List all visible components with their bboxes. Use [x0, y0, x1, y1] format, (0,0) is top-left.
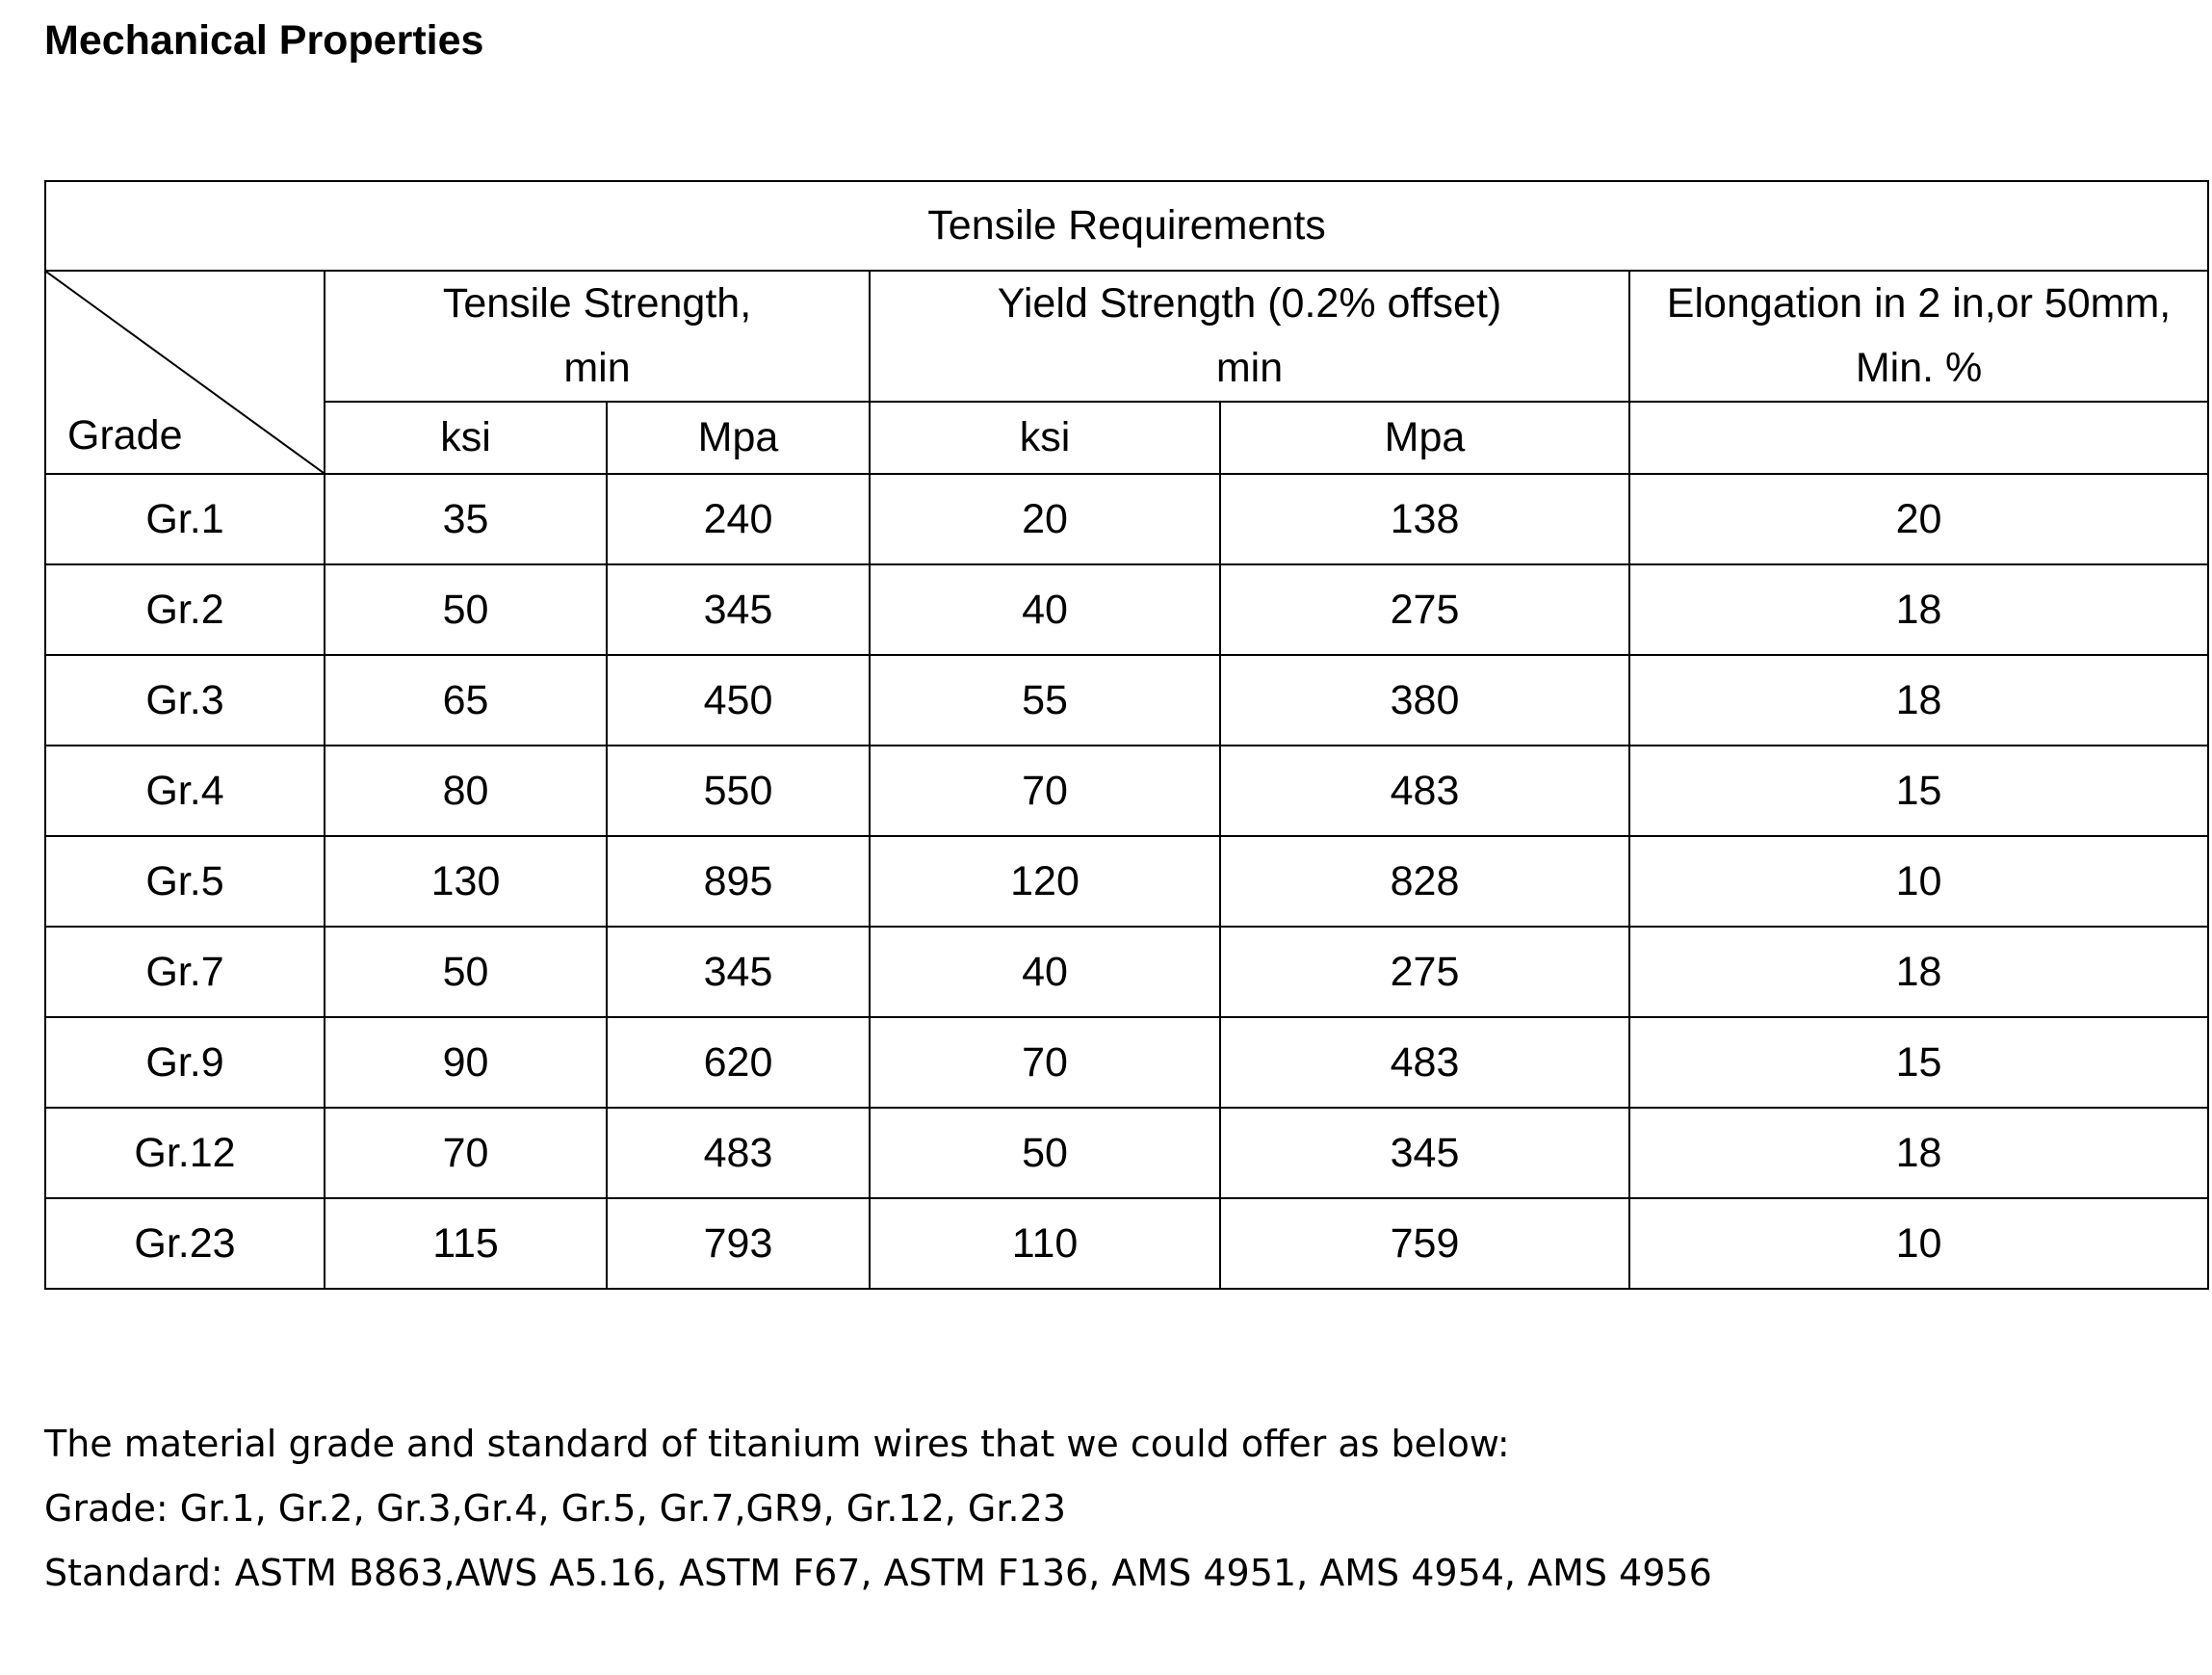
yield-mpa-cell: 345: [1220, 1108, 1629, 1198]
elongation-cell: 18: [1629, 564, 2208, 655]
yield-mpa-header: Mpa: [1220, 402, 1629, 474]
yield-ksi-cell: 40: [870, 927, 1220, 1017]
yield-mpa-cell: 275: [1220, 927, 1629, 1017]
tensile-ksi-cell: 115: [325, 1198, 607, 1289]
table-row: [45, 927, 2208, 1017]
tensile-ksi-cell: 90: [325, 1017, 607, 1108]
elongation-header-line2: Min. %: [1855, 345, 1983, 391]
notes-grades: Grade: Gr.1, Gr.2, Gr.3,Gr.4, Gr.5, Gr.7,GR9, Gr.12, Gr.23: [44, 1487, 1066, 1530]
table-caption: Tensile Requirements: [45, 181, 2208, 271]
yield-ksi-cell: 50: [870, 1108, 1220, 1198]
tensile-strength-header-line1: Tensile Strength,: [442, 280, 752, 327]
tensile-ksi-header: ksi: [325, 402, 607, 474]
tensile-ksi-cell: 70: [325, 1108, 607, 1198]
grade-cell: Gr.9: [45, 1017, 325, 1108]
grade-cell: Gr.4: [45, 746, 325, 836]
grade-cell: Gr.2: [45, 564, 325, 655]
yield-mpa-cell: 275: [1220, 564, 1629, 655]
elongation-cell: 10: [1629, 1198, 2208, 1289]
table-row: [45, 1108, 2208, 1198]
grade-header-label: Grade: [67, 412, 183, 458]
yield-strength-header-line1: Yield Strength (0.2% offset): [997, 280, 1502, 327]
yield-mpa-cell: 828: [1220, 836, 1629, 927]
table-row: [45, 746, 2208, 836]
grade-corner-header: [45, 271, 325, 474]
tensile-strength-header-line2: min: [563, 345, 631, 391]
tensile-ksi-cell: 130: [325, 836, 607, 927]
table-row: [45, 1198, 2208, 1289]
yield-ksi-cell: 55: [870, 655, 1220, 746]
table-caption-row: [45, 181, 2208, 271]
tensile-ksi-cell: 35: [325, 474, 607, 564]
table-row: [45, 836, 2208, 927]
tensile-ksi-cell: 80: [325, 746, 607, 836]
yield-ksi-cell: 120: [870, 836, 1220, 927]
grade-cell: Gr.3: [45, 655, 325, 746]
table-row: [45, 655, 2208, 746]
yield-strength-header-line2: min: [1215, 345, 1284, 391]
yield-ksi-cell: 70: [870, 746, 1220, 836]
tensile-requirements-table: [44, 180, 2209, 1290]
notes-section: [44, 1412, 1712, 1606]
grade-cell: Gr.7: [45, 927, 325, 1017]
elongation-cell: 10: [1629, 836, 2208, 927]
yield-ksi-header: ksi: [870, 402, 1220, 474]
elongation-cell: 20: [1629, 474, 2208, 564]
elongation-cell: 15: [1629, 1017, 2208, 1108]
grade-cell: Gr.5: [45, 836, 325, 927]
tensile-mpa-header: Mpa: [607, 402, 870, 474]
elongation-cell: 18: [1629, 927, 2208, 1017]
tensile-mpa-cell: 620: [607, 1017, 870, 1108]
tensile-ksi-cell: 65: [325, 655, 607, 746]
yield-mpa-cell: 483: [1220, 1017, 1629, 1108]
yield-ksi-cell: 20: [870, 474, 1220, 564]
elongation-unit-header: [1629, 402, 2208, 474]
yield-mpa-cell: 759: [1220, 1198, 1629, 1289]
tensile-mpa-cell: 895: [607, 836, 870, 927]
tensile-mpa-cell: 793: [607, 1198, 870, 1289]
group-header-row: [45, 271, 2208, 402]
page-title: Mechanical Properties: [44, 17, 484, 64]
tensile-ksi-cell: 50: [325, 564, 607, 655]
tensile-mpa-cell: 550: [607, 746, 870, 836]
elongation-cell: 18: [1629, 655, 2208, 746]
elongation-cell: 15: [1629, 746, 2208, 836]
yield-mpa-cell: 138: [1220, 474, 1629, 564]
elongation-header: [1629, 271, 2208, 402]
tensile-mpa-cell: 240: [607, 474, 870, 564]
tensile-mpa-cell: 483: [607, 1108, 870, 1198]
elongation-cell: 18: [1629, 1108, 2208, 1198]
tensile-mpa-cell: 345: [607, 927, 870, 1017]
table-row: [45, 474, 2208, 564]
yield-strength-header: [870, 271, 1629, 402]
elongation-header-line1: Elongation in 2 in,or 50mm,: [1666, 280, 2172, 327]
tensile-mpa-cell: 450: [607, 655, 870, 746]
yield-mpa-cell: 483: [1220, 746, 1629, 836]
yield-ksi-cell: 70: [870, 1017, 1220, 1108]
yield-ksi-cell: 40: [870, 564, 1220, 655]
table-row: [45, 564, 2208, 655]
tensile-strength-header: [325, 271, 870, 402]
yield-mpa-cell: 380: [1220, 655, 1629, 746]
table-row: [45, 1017, 2208, 1108]
grade-cell: Gr.23: [45, 1198, 325, 1289]
grade-cell: Gr.12: [45, 1108, 325, 1198]
notes-standards: Standard: ASTM B863,AWS A5.16, ASTM F67, ASTM F136, AMS 4951, AMS 4954, AMS 4956: [44, 1552, 1712, 1594]
unit-header-row: [45, 402, 2208, 474]
notes-intro: The material grade and standard of titanium wires that we could offer as below:: [44, 1423, 1510, 1465]
tensile-ksi-cell: 50: [325, 927, 607, 1017]
yield-ksi-cell: 110: [870, 1198, 1220, 1289]
tensile-mpa-cell: 345: [607, 564, 870, 655]
grade-cell: Gr.1: [45, 474, 325, 564]
